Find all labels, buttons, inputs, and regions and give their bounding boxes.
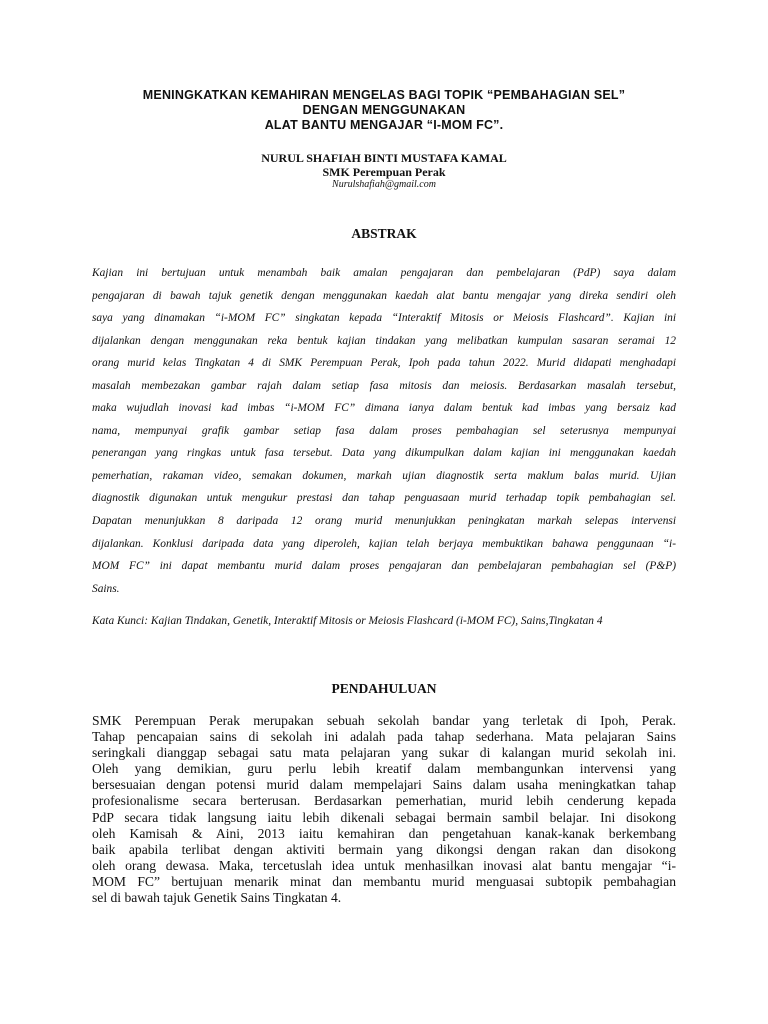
intro-line: MOM FC” bertujuan menarik minat dan membantu murid menguasai subtopik pembahagian	[92, 873, 676, 889]
abstract-line: masalah membezakan gambar rajah dalam setiap fasa mitosis dan meiosis. Berdasarkan masalah tersebut,	[92, 379, 676, 392]
abstract-line: dijalankan. Konklusi daripada data yang diperoleh, kajian telah berjaya membuktikan bahawa penggunaan “i-	[92, 537, 676, 550]
abstract-line: pemerhatian, rakaman video, semakan dokumen, markah ujian diagnostik serta maklum balas murid. Ujian	[92, 469, 676, 482]
intro-line: bersesuaian dengan potensi murid dalam mempelajari Sains dalam usaha meningkatkan tahap	[92, 777, 676, 793]
abstract-heading: ABSTRAK	[351, 226, 417, 241]
intro-line: PdP secara tidak langsung iaitu lebih dikenali sebagai bermain sambil belajar. Ini disokong	[92, 809, 676, 825]
author-email: Nurulshafiah@gmail.com	[332, 179, 436, 190]
abstract-body	[92, 262, 676, 600]
intro-line: oleh Kamisah & Aini, 2013 iaitu kemahiran dan pengetahuan kanak-kanak berkembang	[92, 825, 676, 841]
intro-line: SMK Perempuan Perak merupakan sebuah sekolah bandar yang terletak di Ipoh, Perak.	[92, 713, 676, 728]
abstract-line: Kajian ini bertujuan untuk menambah baik amalan pengajaran dan pembelajaran (PdP) saya dalam	[92, 267, 676, 279]
title-line: DENGAN MENGGUNAKAN	[302, 103, 466, 117]
abstract-line: penerangan yang ringkas untuk fasa tersebut. Data yang dikumpulkan dalam kajian ini menggunakan kaedah	[92, 447, 676, 460]
author-affiliation: SMK Perempuan Perak	[322, 165, 446, 179]
intro-line: Oleh yang demikian, guru perlu lebih kreatif dalam membangunkan intervensi yang	[92, 761, 676, 777]
abstract-line: Dapatan menunjukkan 8 daripada 12 orang murid menunjukkan peningkatan markah selepas intervensi	[92, 515, 676, 528]
introduction-heading: PENDAHULUAN	[331, 681, 437, 696]
introduction-body	[92, 713, 676, 906]
intro-line: oleh orang dewasa. Maka, tercetuslah idea untuk menhasilkan inovasi alat bantu mengajar “i-	[92, 857, 676, 873]
intro-line: sel di bawah tajuk Genetik Sains Tingkatan 4.	[92, 890, 342, 906]
abstract-line: dijalankan dengan menggunakan reka bentuk kajian tindakan yang melibatkan kumpulan sasaran seramai 12	[92, 334, 676, 347]
abstract-line: orang murid kelas Tingkatan 4 di SMK Perempuan Perak, Ipoh pada tahun 2022. Murid didapati menghadapi	[92, 357, 676, 370]
title-line: ALAT BANTU MENGAJAR “I-MOM FC”.	[264, 118, 504, 132]
abstract-line: Sains.	[92, 582, 120, 595]
abstract-line: nama, mempunyai grafik gambar setiap fasa dalam proses pembahagian sel seterusnya mempunyai	[92, 424, 676, 437]
abstract-line: MOM FC” ini dapat membantu murid dalam proses pengajaran dan pembelajaran pembahagian sel (P&P)	[92, 560, 676, 573]
abstract-line: pengajaran di bawah tajuk genetik dengan menggunakan kaedah alat bantu mengajar yang direka sendiri oleh	[92, 289, 676, 302]
paper-title	[60, 88, 708, 133]
author-name: NURUL SHAFIAH BINTI MUSTAFA KAMAL	[261, 151, 507, 165]
abstract-line: diagnostik digunakan untuk mengukur prestasi dan tahap penguasaan murid terhadap topik pembahagian sel.	[92, 492, 676, 505]
keywords: Kata Kunci: Kajian Tindakan, Genetik, Interaktif Mitosis or Meiosis Flashcard (i-MOM FC), Sains,Tingkatan 4	[92, 615, 603, 627]
intro-line: Tahap pencapaian sains di sekolah ini adalah pada tahap sederhana. Mata pelajaran Sains	[92, 729, 676, 745]
abstract-line: saya yang dinamakan “i-MOM FC” singkatan kepada “Interaktif Mitosis or Meiosis Flashcard”. Kajian ini	[92, 312, 676, 325]
intro-line: profesionalisme secara berterusan. Berdasarkan pemerhatian, murid lebih cenderung kepada	[92, 793, 676, 809]
abstract-line: maka wujudlah inovasi kad imbas “i-MOM FC” dimana ianya dalam bentuk kad imbas yang bersaiz kad	[92, 402, 676, 415]
intro-line: baik apabila terlibat dengan aktiviti bermain yang dikongsi dengan rakan dan disokong	[92, 841, 676, 857]
intro-line: seringkali dianggap sebagai satu mata pelajaran yang sukar di kalangan murid sekolah ini.	[92, 745, 676, 761]
title-line: MENINGKATKAN KEMAHIRAN MENGELAS BAGI TOPIK “PEMBAHAGIAN SEL”	[142, 88, 626, 102]
